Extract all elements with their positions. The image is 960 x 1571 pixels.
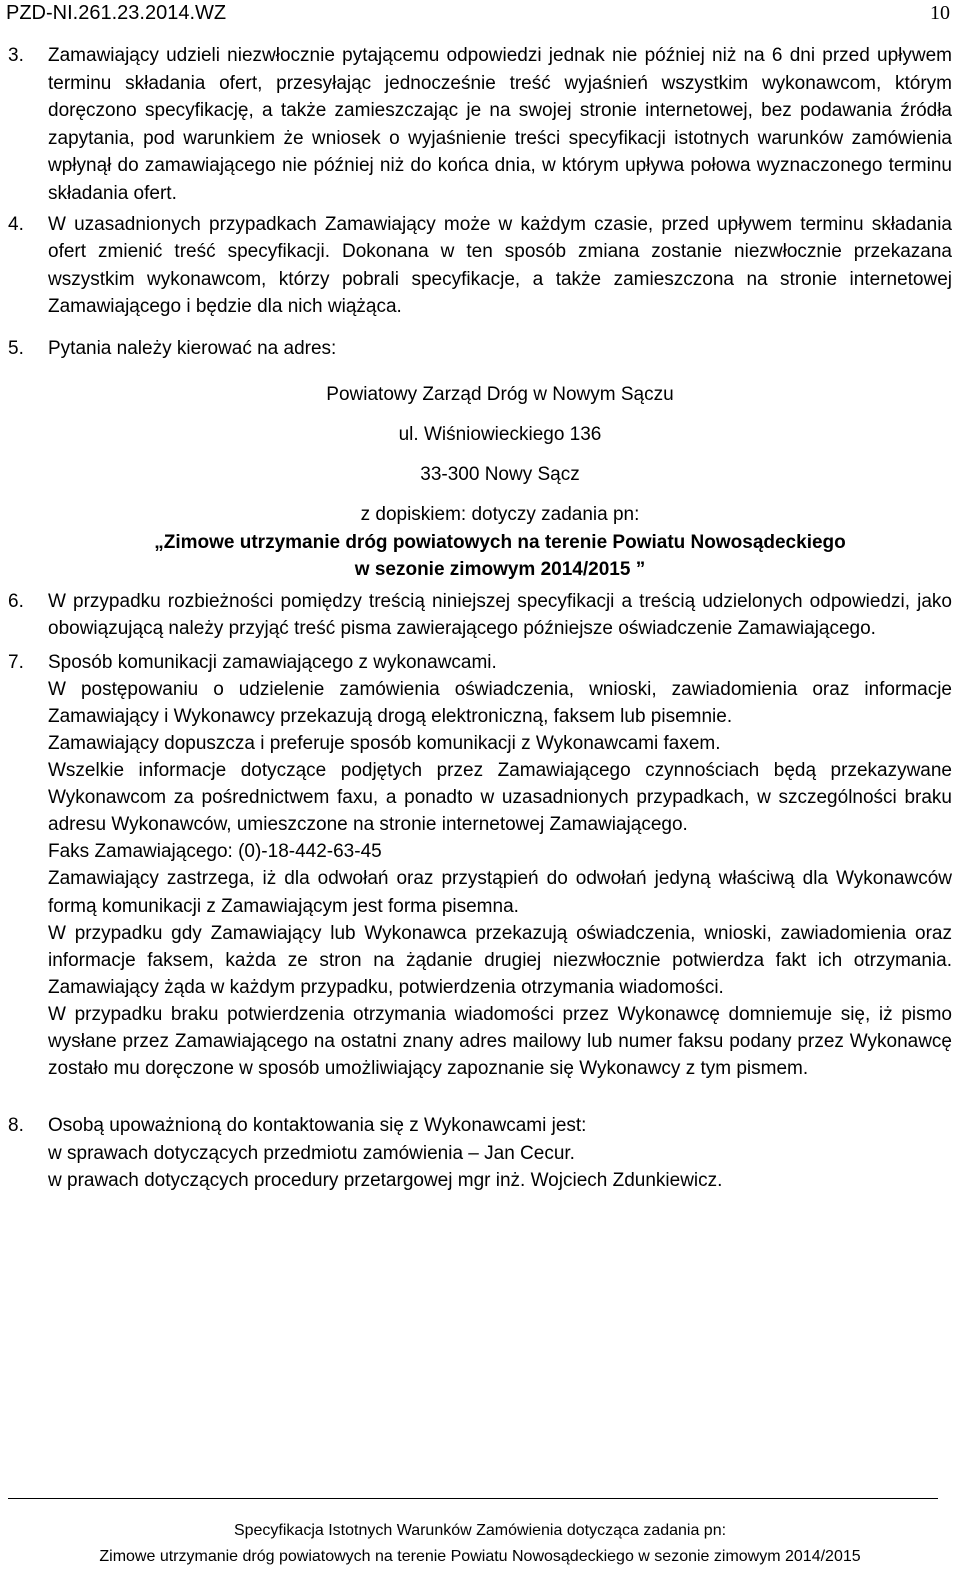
item-text: Sposób komunikacji zamawiającego z wykonawcami.	[48, 651, 497, 673]
address-block	[8, 375, 952, 584]
item-number: 4.	[8, 213, 24, 235]
address-line: Powiatowy Zarząd Dróg w Nowym Sączu	[326, 383, 674, 405]
list-item-5	[8, 335, 952, 363]
item-paragraph: Zamawiający dopuszcza i preferuje sposób komunikacji z Wykonawcami faxem.	[48, 733, 721, 754]
address-note: z dopiskiem: dotyczy zadania pn:	[360, 503, 640, 525]
task-title: „Zimowe utrzymanie dróg powiatowych na terenie Powiatu Nowosądeckiego	[154, 531, 846, 553]
item-number: 3.	[8, 45, 24, 66]
address-line: ul. Wiśniowieckiego 136	[398, 423, 602, 445]
footer-line: Zimowe utrzymanie dróg powiatowych na terenie Powiatu Nowosądeckiego w sezonie zimowym 2014/2015	[99, 1548, 861, 1565]
fax-number: Faks Zamawiającego: (0)-18-442-63-45	[48, 841, 382, 863]
item-text: Osobą upoważnioną do kontaktowania się z Wykonawcami jest:	[48, 1115, 587, 1137]
item-paragraph: W przypadku braku potwierdzenia otrzymania wiadomości przez Wykonawcę domniemuje się, iż pismo wysłane przez Zamawiającego na ostatni znany adres mailowy lub numer faksu podany przez Wykonawcę zostało mu doręczone w sposób umożliwiający zapoznanie się Wykonawcy z tym pismem.	[48, 1003, 952, 1080]
item-text: Pytania należy kierować na adres:	[48, 337, 337, 359]
item-text: Zamawiający udzieli niezwłocznie pytającemu odpowiedzi jednak nie później niż na 6 dni przed upływem terminu składania ofert, przesyłając jednocześnie treść wyjaśnień wszystkim wykonawcom, którym doręczono specyfikację, a także zamieszczając je na swojej stronie internetowej, bez podawania źródła zapytania, pod warunkiem że wniosek o wyjaśnienie treści specyfikacji istotnych warunków zamówienia wpłynął do zamawiającego nie później niż do końca dnia, w którym upływa połowa wyznaczonego terminu składania ofert.	[48, 45, 952, 204]
item-paragraph: Zamawiający zastrzega, iż dla odwołań oraz przystąpień do odwołań jedyną właściwą dla Wykonawców formą komunikacji z Zamawiającym jest forma pisemna.	[48, 868, 952, 917]
item-number: 5.	[8, 337, 24, 359]
task-title: w sezonie zimowym 2014/2015 ”	[354, 559, 646, 581]
item-paragraph: W przypadku gdy Zamawiający lub Wykonawca przekazują oświadczenia, wnioski, zawiadomienia oraz informacje faksem, każda ze stron na żądanie drugiej niezwłocznie potwierdza fakt ich otrzymania. Zamawiający żąda w każdym przypadku, potwierdzenia otrzymania wiadomości.	[48, 922, 952, 998]
footer-line: Specyfikacja Istotnych Warunków Zamówienia dotycząca zadania pn:	[233, 1522, 727, 1539]
item-text: W uzasadnionych przypadkach Zamawiający może w każdym czasie, przed upływem terminu składania ofert zmienić treść specyfikacji. Dokonana w ten sposób zmiana zostanie niezwłocznie przekazana wszystkim wykonawcom, którzy pobrali specyfikacje, a także zamieszczona na stronie internetowej Zamawiającego i będzie dla nich wiążąca.	[48, 213, 952, 318]
document-reference: PZD-NI.261.23.2014.WZ	[6, 2, 227, 24]
page-header	[6, 0, 954, 28]
item-paragraph: Wszelkie informacje dotyczące podjętych przez Zamawiającego czynnościach będą przekazywane Wykonawcom za pośrednictwem faxu, a ponadto w uzasadnionych przypadkach, w szczególności braku adresu Wykonawców, umieszczone na stronie internetowej Zamawiającego.	[48, 760, 952, 836]
page-footer	[0, 1518, 960, 1570]
list-item-8	[8, 1112, 952, 1194]
footer-divider	[8, 1498, 938, 1499]
document-body	[8, 42, 952, 1194]
item-number: 8.	[8, 1115, 24, 1137]
item-paragraph: W postępowaniu o udzielenie zamówienia oświadczenia, wnioski, zawiadomienia oraz informacje Zamawiający i Wykonawcy przekazują drogą elektroniczną, faksem lub pisemnie.	[48, 678, 952, 727]
list-item-6	[8, 588, 952, 643]
item-number: 6.	[8, 590, 24, 612]
contact-line: w sprawach dotyczących przedmiotu zamówienia – Jan Cecur.	[48, 1142, 575, 1164]
list-item-7	[8, 649, 952, 1083]
address-line: 33-300 Nowy Sącz	[420, 463, 580, 485]
list-item-4	[8, 211, 952, 321]
contact-line: w prawach dotyczących procedury przetargowej mgr inż. Wojciech Zdunkiewicz.	[48, 1170, 723, 1192]
item-text: W przypadku rozbieżności pomiędzy treścią niniejszej specyfikacji a treścią udzielonych odpowiedzi, jako obowiązującą należy przyjąć treść pisma zawierającego późniejsze oświadczenie Zamawiającego.	[48, 590, 952, 640]
list-item-3	[8, 42, 952, 208]
page-number: 10	[930, 2, 950, 24]
item-number: 7.	[8, 651, 24, 673]
